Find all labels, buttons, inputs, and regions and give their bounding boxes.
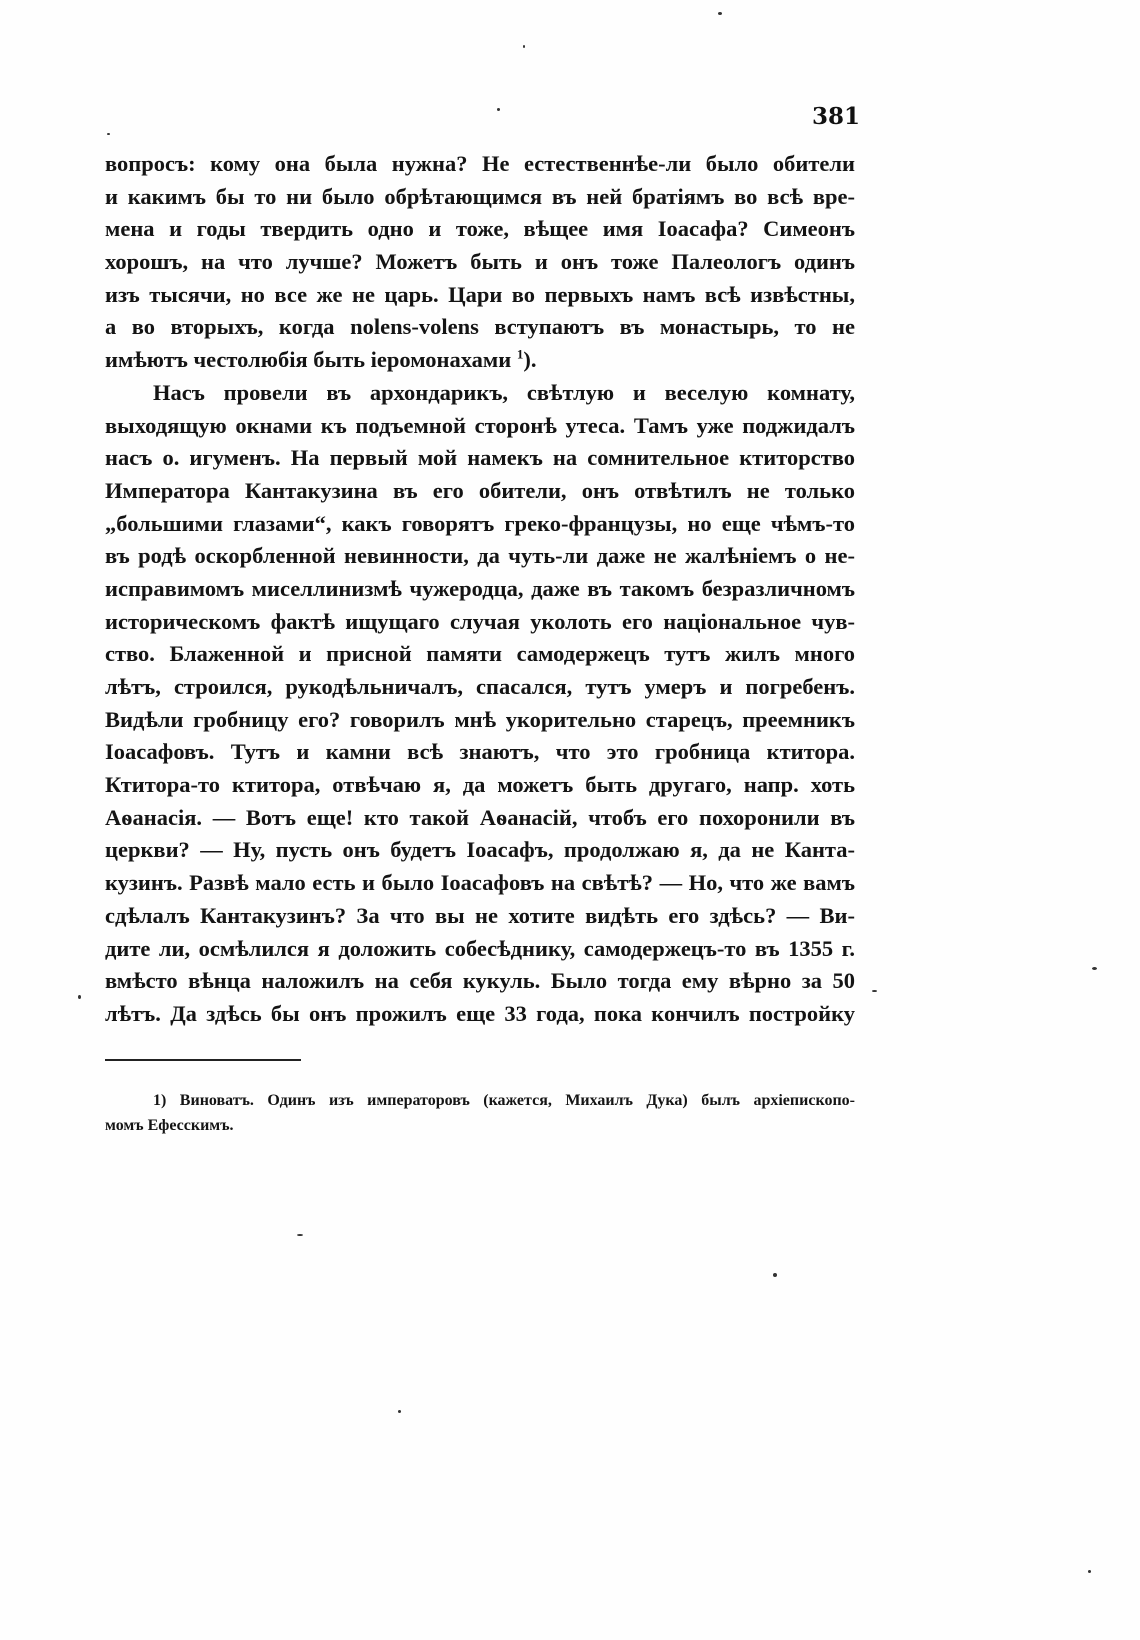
text-line: историческомъ фактѣ ищущаго случая уколоть его національное чув- [105,608,855,634]
text-line: въ родѣ оскорбленной невинности, да чуть-ли даже не жалѣніемъ о не- [105,543,855,569]
scan-speck [872,990,877,992]
text-line: ство. Блаженной и присной памяти самодержецъ тутъ жилъ много [105,641,855,667]
scan-speck [1092,967,1097,970]
footnote-divider [105,1059,301,1061]
text-line: вмѣсто вѣнца наложилъ на себя кукуль. Было тогда ему вѣрно за 50 [105,968,855,994]
text-line: Видѣли гробницу его? говорилъ мнѣ укорительно старецъ, преемникъ [105,706,855,732]
text-line: церкви? — Ну, пусть онъ будетъ Іоасафъ, продолжаю я, да не Канта- [105,837,855,863]
text-line: и какимъ бы то ни было обрѣтающимся въ ней братіямъ во всѣ вре- [105,183,855,209]
footnote-marker: 1) [153,1092,167,1109]
text-line: кузинъ. Развѣ мало есть и было Іоасафовъ на свѣтѣ? — Но, что же вамъ [105,870,855,896]
footnote-line [105,1088,855,1113]
text-line: Императора Кантакузина въ его обители, онъ отвѣтилъ не только [105,477,855,503]
text-line: лѣтъ, строился, рукодѣльничалъ, спасался, тутъ умеръ и погребенъ. [105,674,855,699]
text-line: хорошъ, на что лучше? Можетъ быть и онъ тоже Палеологъ одинъ [105,249,855,275]
text-line: а во вторыхъ, когда nolens-volens вступаютъ въ монастырь, то не [105,314,855,340]
text-line: исправимомъ миселлинизмѣ чужеродца, даже въ такомъ безразличномъ [105,575,855,601]
text-line: насъ о. игуменъ. На первый мой намекъ на сомнительное ктиторство [105,445,855,471]
text-line: Ктитора-то ктитора, отвѣчаю я, да можетъ быть другаго, напр. хоть [105,772,855,798]
scan-speck [297,1234,303,1236]
text-line: Іоасафовъ. Тутъ и камни всѣ знаютъ, что это гробница ктитора. [105,739,855,765]
scan-speck [78,995,81,999]
footnote-line: момъ Ефесскимъ. [105,1117,234,1134]
text-line: выходящую окнами къ подъемной сторонѣ утеса. Тамъ уже поджидалъ [105,412,855,438]
scan-speck [398,1410,401,1413]
scan-speck [523,45,525,48]
scan-speck [718,12,722,15]
text-line: сдѣлалъ Кантакузинъ? За что вы не хотите видѣть его здѣсь? — Ви- [105,902,855,928]
text-line: Аѳанасія. — Вотъ еще! кто такой Аѳанасій, чтобъ его похоронили въ [105,804,855,830]
footnote-text: Виноватъ. Одинъ изъ императоровъ (кажется, Михаилъ Дука) былъ архіепископо- [179,1092,855,1109]
text-line-with-footnote [105,344,855,377]
scan-speck [1088,1570,1091,1573]
text-line: „большими глазами“, какъ говорятъ греко-французы, но еще чѣмъ-то [105,510,855,536]
page-number: 381 [811,103,860,130]
text-line: мена и годы твердить одно и тоже, вѣщее имя Іоасафа? Симеонъ [105,216,855,242]
text-line: Насъ провели въ архондарикъ, свѣтлую и веселую комнату, [153,379,855,405]
main-text [105,148,855,1031]
text-line: имѣютъ честолюбія быть іеромонахами [105,347,512,373]
text-line: лѣтъ. Да здѣсь бы онъ прожилъ еще 33 года, пока кончилъ постройку [105,1000,855,1026]
text-line: вопросъ: кому она была нужна? Не естественнѣе-ли было обители [105,151,855,176]
scan-speck [773,1273,777,1277]
text-line: изъ тысячи, но все же не царь. Цари во первыхъ намъ всѣ извѣстны, [105,281,855,307]
text-line: дите ли, осмѣлился я доложить собесѣднику, самодержецъ-то въ 1355 г. [105,935,855,961]
footnote [105,1088,855,1138]
scan-speck [497,108,500,111]
closing-punctuation: ). [523,347,537,373]
footnote-ref: 1 [516,346,524,362]
scan-speck [107,133,110,135]
